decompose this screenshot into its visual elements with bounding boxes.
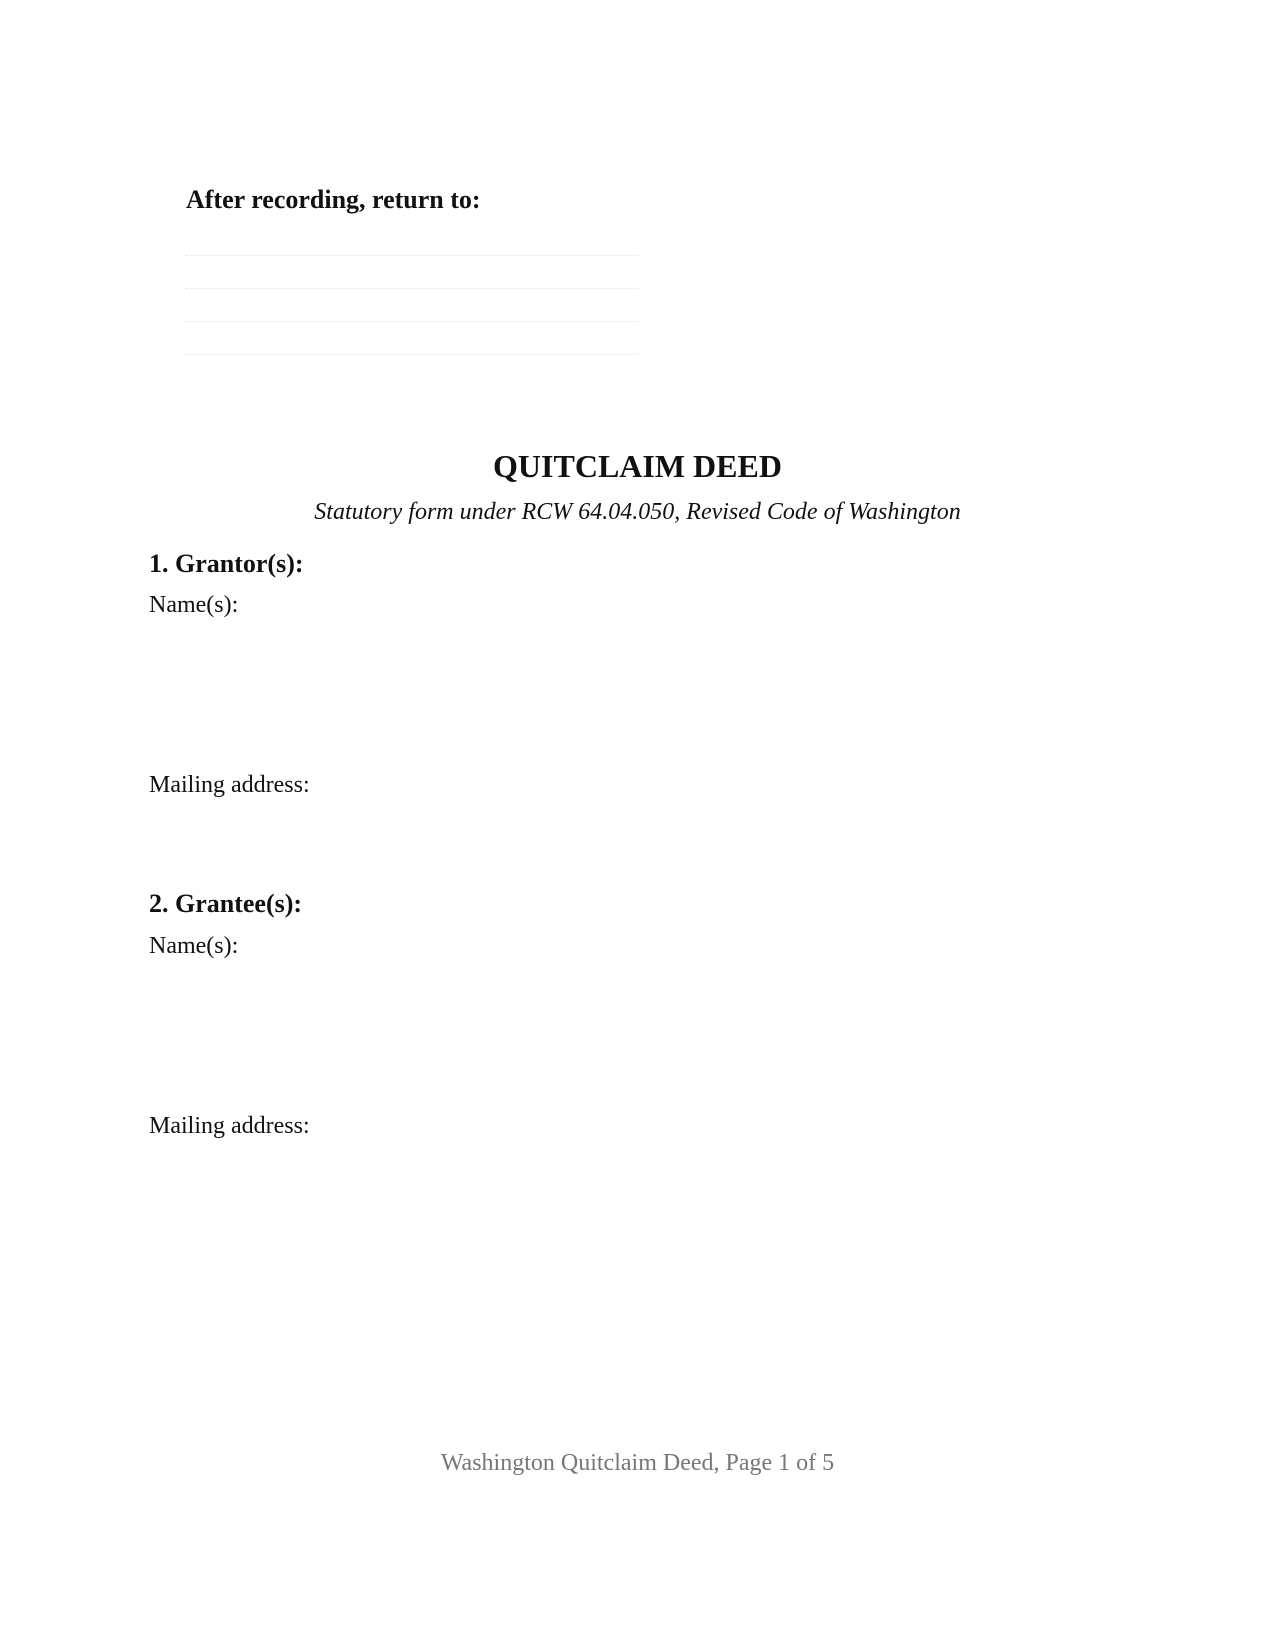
grantor-names-label: Name(s): — [149, 592, 239, 618]
grantor-heading: 1. Grantor(s): — [149, 549, 304, 578]
document-subtitle: Statutory form under RCW 64.04.050, Revised Code of Washington — [314, 499, 961, 525]
return-address-line — [186, 254, 638, 256]
return-address-line — [186, 353, 638, 355]
return-address-line — [186, 320, 638, 322]
return-address-line — [186, 287, 638, 289]
return-address-lines — [186, 254, 638, 386]
document-title: QUITCLAIM DEED — [493, 448, 782, 484]
page-footer: Washington Quitclaim Deed, Page 1 of 5 — [440, 1450, 835, 1476]
grantee-names-label: Name(s): — [149, 933, 239, 959]
grantor-address-label: Mailing address: — [149, 772, 310, 798]
grantee-address-label: Mailing address: — [149, 1113, 310, 1139]
return-to-label: After recording, return to: — [186, 185, 481, 214]
grantee-heading: 2. Grantee(s): — [149, 889, 303, 918]
